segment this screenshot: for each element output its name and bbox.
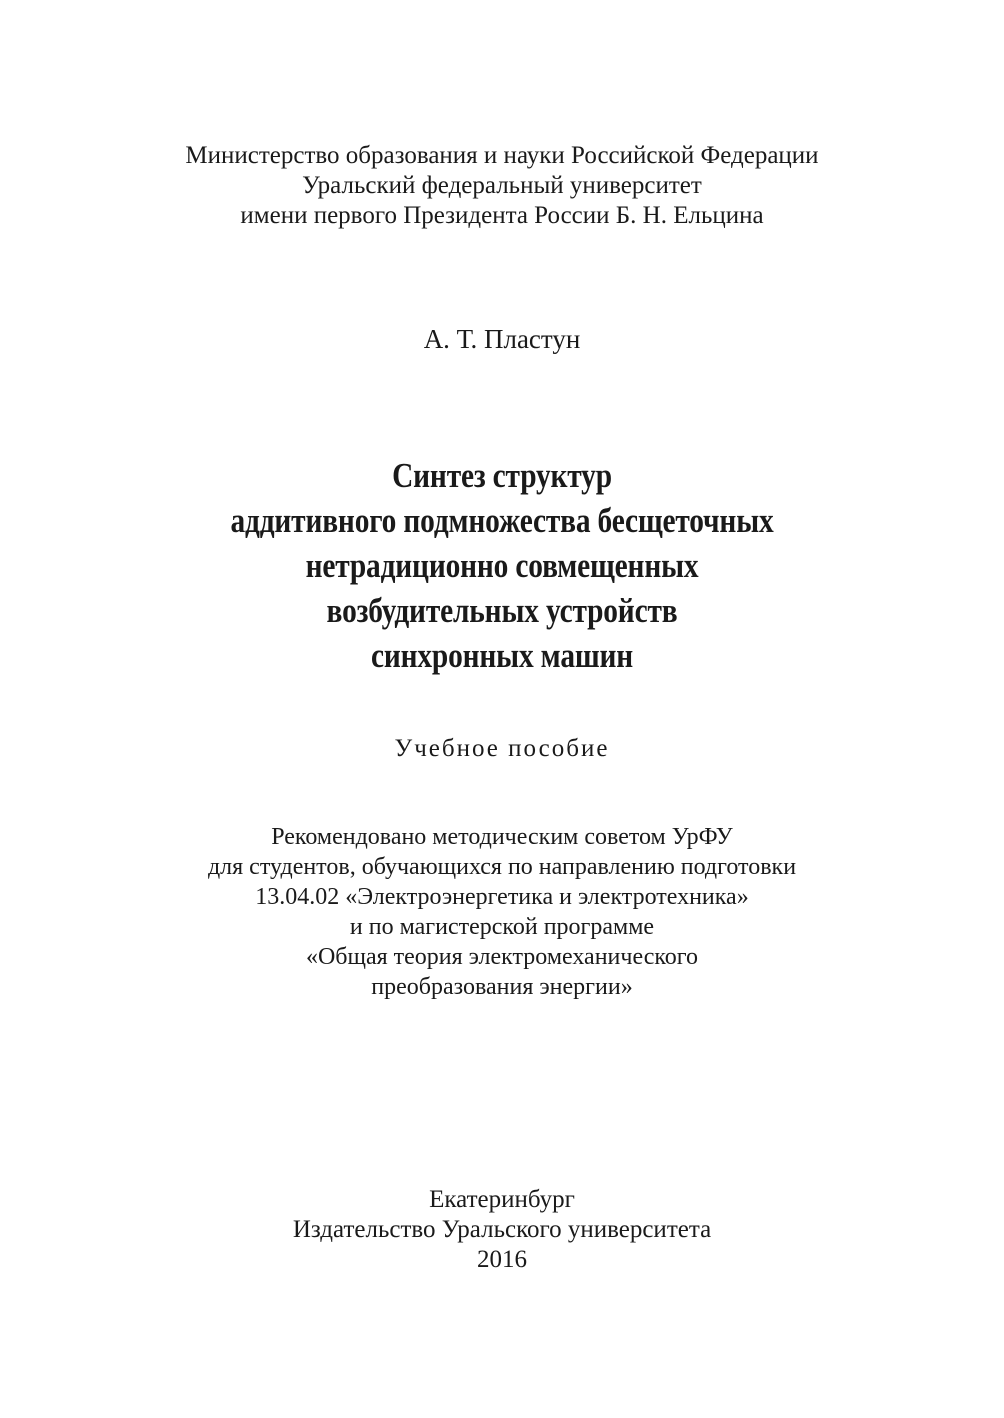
title-line-3: нетрадиционно совмещенных <box>305 546 699 585</box>
recommendation-line-4: и по магистерской программе <box>349 914 655 940</box>
title-line-4: возбудительных устройств <box>326 591 678 630</box>
imprint-block <box>0 1185 1004 1275</box>
university-name-line: имени первого Президента России Б. Н. Ельцина <box>240 202 764 229</box>
recommendation-line-6: преобразования энергии» <box>371 974 633 1000</box>
recommendation-block <box>0 822 1004 1002</box>
book-type-subtitle: Учебное пособие <box>394 735 610 762</box>
title-line-2: аддитивного подмножества бесщеточных <box>230 501 774 540</box>
imprint-city: Екатеринбург <box>429 1186 575 1213</box>
institution-header <box>0 141 1004 231</box>
recommendation-line-5: «Общая теория электромеханического <box>305 944 699 970</box>
title-line-5: синхронных машин <box>370 636 634 675</box>
recommendation-line-3: 13.04.02 «Электроэнергетика и электротехника» <box>255 884 749 910</box>
book-title <box>80 453 923 678</box>
recommendation-line-1: Рекомендовано методическим советом УрФУ <box>271 824 733 850</box>
imprint-year: 2016 <box>477 1246 527 1273</box>
title-line-1: Синтез структур <box>392 456 612 495</box>
university-line: Уральский федеральный университет <box>302 172 702 199</box>
recommendation-line-2: для студентов, обучающихся по направлению подготовки <box>207 854 797 880</box>
author-name: А. Т. Пластун <box>423 324 581 354</box>
imprint-publisher: Издательство Уральского университета <box>292 1216 712 1243</box>
ministry-line: Министерство образования и науки Российской Федерации <box>185 142 819 169</box>
